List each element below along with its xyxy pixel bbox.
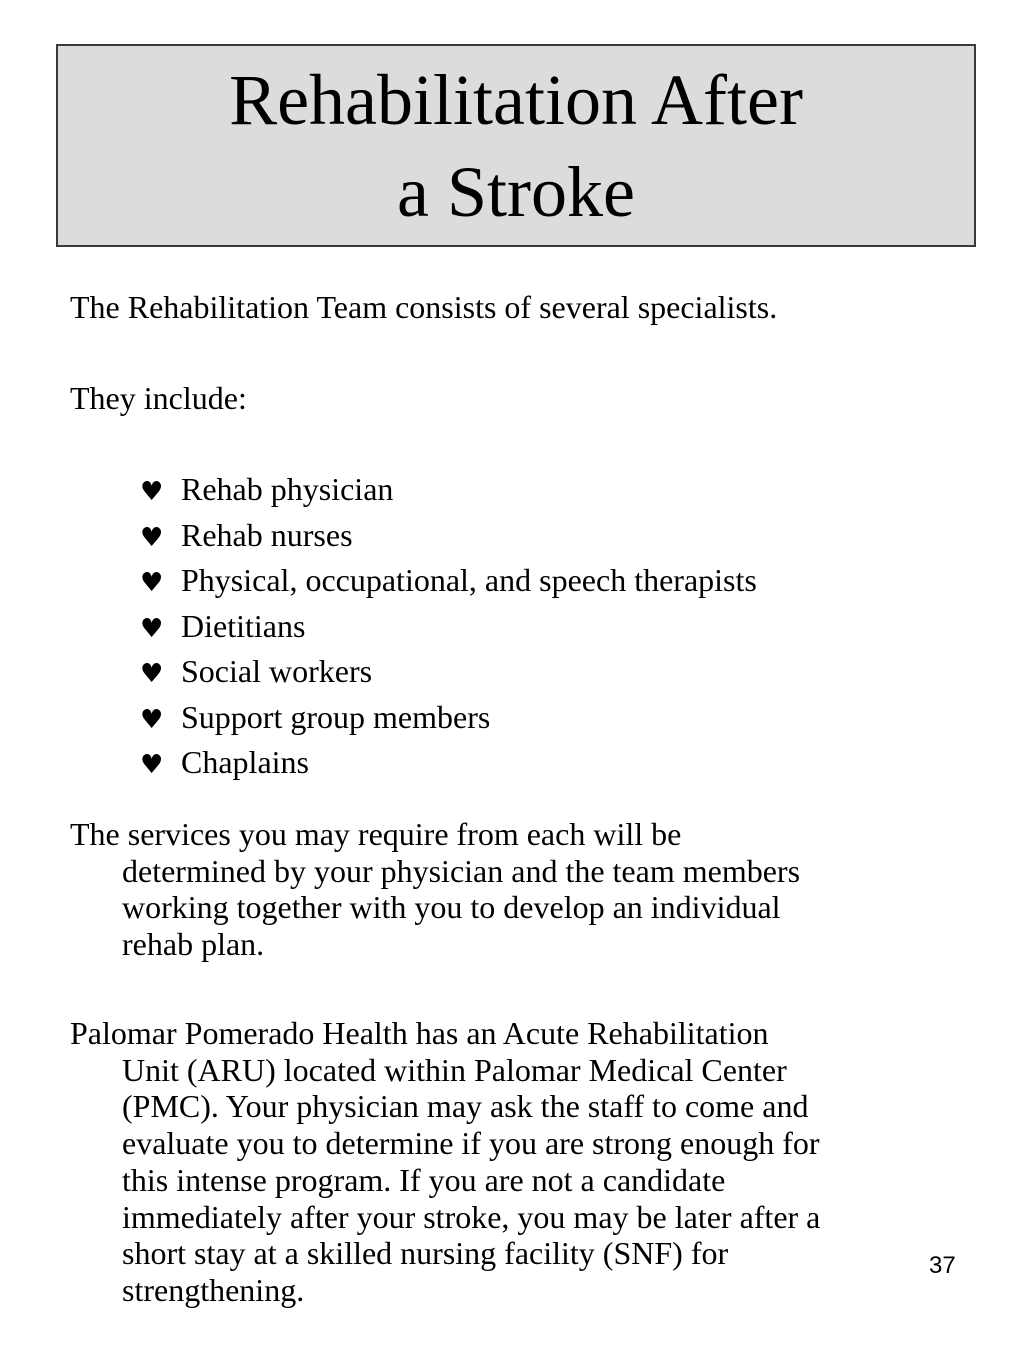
paragraph-line: working together with you to develop an individual: [122, 889, 781, 926]
paragraph-line: determined by your physician and the team members: [122, 852, 801, 889]
list-item-label: Dietitians: [181, 607, 306, 644]
page-title-line-2: a Stroke: [397, 151, 635, 232]
paragraph-line: (PMC). Your physician may ask the staff to come and: [122, 1088, 809, 1125]
paragraph-line: this intense program. If you are not a candidate: [122, 1161, 726, 1198]
paragraph-line: rehab plan.: [122, 926, 265, 963]
paragraph-line: evaluate you to determine if you are strong enough for: [122, 1125, 820, 1162]
list-item: [140, 652, 757, 698]
page-number: 37: [929, 1252, 956, 1279]
paragraph-line: immediately after your stroke, you may be later after a: [122, 1198, 821, 1235]
intro-list-lead: They include:: [70, 380, 247, 416]
list-item-label: Chaplains: [181, 744, 309, 780]
heart-bullet-icon: ♥: [140, 750, 164, 780]
title-box: [56, 44, 976, 247]
list-item-label: Rehab nurses: [181, 516, 353, 553]
heart-bullet-icon: ♥: [140, 704, 164, 735]
services-paragraph: [70, 816, 970, 963]
heart-bullet-icon: ♥: [140, 568, 164, 598]
heart-bullet-icon: ♥: [140, 522, 164, 553]
paragraph-line: strengthening.: [122, 1271, 305, 1308]
paragraph-line: short stay at a skilled nursing facility (SNF) for: [122, 1235, 729, 1272]
heart-bullet-icon: ♥: [140, 613, 164, 644]
list-item-label: Social workers: [181, 653, 373, 689]
aru-paragraph: [70, 1015, 970, 1309]
paragraph-line: Unit (ARU) located within Palomar Medical Center: [122, 1051, 787, 1088]
paragraph-line: Palomar Pomerado Health has an Acute Rehabilitation: [70, 1015, 769, 1051]
list-item: [140, 470, 757, 516]
list-item: [140, 743, 757, 789]
specialist-list: [140, 470, 757, 789]
heart-bullet-icon: ♥: [140, 477, 164, 507]
paragraph-line: The services you may require from each will be: [70, 816, 682, 852]
list-item-label: Physical, occupational, and speech therapists: [181, 562, 757, 598]
intro-text: The Rehabilitation Team consists of several specialists.: [70, 289, 778, 325]
list-item-label: Support group members: [181, 698, 491, 735]
list-item: [140, 516, 757, 562]
heart-bullet-icon: ♥: [140, 659, 164, 689]
list-item: [140, 561, 757, 607]
list-item: [140, 607, 757, 653]
list-item-label: Rehab physician: [181, 471, 394, 507]
page-title-line-1: Rehabilitation After: [229, 59, 803, 140]
list-item: [140, 698, 757, 744]
